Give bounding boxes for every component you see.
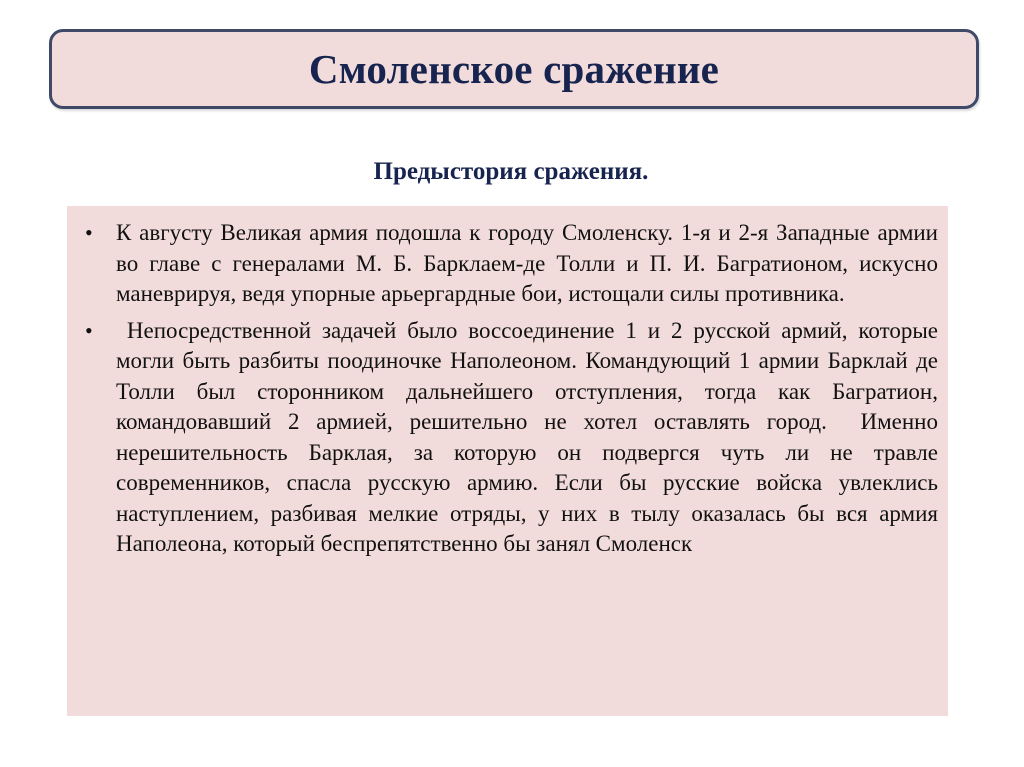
section-subtitle [0,158,1024,186]
content-panel [67,206,948,716]
bullet-text: Непосредственной задачей было воссоединение 1 и 2 русской армий, которые могли быть разбиты поодиночке Наполеоном. Командующий 1 армии Барклай де Толли был сторонником дальнейшего отступления, тогда как Багратион, командовавший 2 армией, решительно не хотел оставлять город. Именно нерешительность Барклая, за которую он подвергся чуть ли не травле современников, спасла русскую армию. Если бы русские войска увлеклись наступлением, разбивая мелкие отряды, у них в тылу оказалась бы вся армия Наполеона, который беспрепятственно бы занял Смоленск [116,317,944,556]
bullet-item [67,316,948,560]
subtitle-text: Предыстория сражения. [373,158,649,185]
bullet-list [67,218,948,566]
bullet-text: К августу Великая армия подошла к городу Смоленску. 1-я и 2-я Западные армии во главе с генералами М. Б. Барклаем-де Толли и П. И. Багратионом, искусно маневрируя, ведя упорные арьергардные бои, истощали силы противника. [116,220,938,306]
bullet-icon: • [85,317,93,343]
bullet-item [67,218,948,310]
slide-title: Смоленское сражение [308,46,720,92]
title-banner [49,29,979,109]
bullet-icon: • [85,220,93,245]
